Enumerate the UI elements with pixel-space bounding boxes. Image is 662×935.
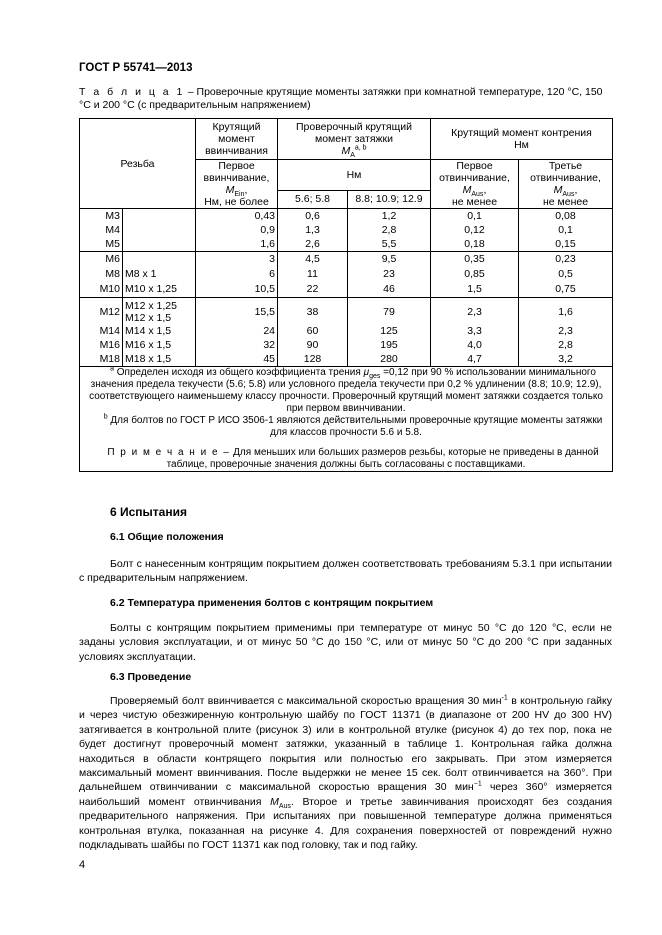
section-6-1-title: 6.1 Общие положения <box>110 531 224 543</box>
section-6-3-text: Проверяемый болт ввинчивается с максимальной скоростью вращения 30 мин$^{-1}$ в контрольную гайку и через чистую обезжиренную контрольную шайбу по ГОСТ 11371 (в диапазоне от 200 HV до 300 HV) затягивается в контрольной плите (рисунок 3) или в контрольной втулке (рисунок 4) до тех пор, пока не будет достигнут проверочный момент затяжки, указанный в таблице 1. Контрольная гайка должна находиться в области контрящего покрытия или полностью его закрывать. При этом измеряется максимальный момент ввинчивания. После выдержки не менее 15 сек. болт отвинчивается на 360°. При дальнейшем отвинчивании с максимальной скоростью вращения 30 мин$^{-1}$ через 360° измеряется наибольший момент отвинчивания $M_{Aus}$. Второе и третье завинчивания происходят без создания предварительного напряжения. При испытаниях при повышенной температуре должна применяться контрольная втулка, показанная на рисунке 4. Для сохранения поверхностей от повреждений нужно подкладывать шайбы по ГОСТ 11371 как под головку, так и под гайку. <box>79 694 613 852</box>
header-thread: Резьба <box>80 119 196 209</box>
page-number: 4 <box>79 859 86 871</box>
header-class-b: 8.8; 10.9; 12.9 <box>348 190 431 208</box>
table-row: M3 M4 M5 0,43 0,9 1,6 0,6 1,3 2,6 1,2 2,8 5,5 0,1 0,12 0,18 0,08 0,1 0,15 <box>80 209 613 252</box>
document-id: ГОСТ Р 55741—2013 <box>79 62 193 74</box>
section-6-3-title: 6.3 Проведение <box>110 671 192 683</box>
note-a: $^a$ Определен исходя из общего коэффициента трения $\mu_{ges} =0,12$ при 90 % использовании минимального значения предела текучести (5.6; 5.8) или условного предела текучести при 0,2 % удлинении (8.8; 10.9; 12.9), соответствующего наименьшему классу прочности. Проверочный крутящий момент затяжки создается только при первом ввинчивании. <box>89 365 603 414</box>
header-torque-in: Крутящий момент ввинчивания <box>196 119 278 160</box>
note-general: П р и м е ч а н и е – Для меньших или больших размеров резьбы, которые не приведены в данной таблице, проверочные значения должны быть согласованы с поставщиками. <box>107 447 599 470</box>
header-test-torque: Проверочный крутящий момент затяжки $M_A^{a, b}$ <box>278 119 431 160</box>
table-row: M12 M14 M16 M18 M12 x 1,25 M12 x 1,5 M14 x 1,5 M16 x 1,5 M18 x 1,5 15,5 24 32 45 38 60 90 128 79 125 195 280 2,3 3,3 4,0 4,7 1,6 2,3 2,8 3,2 <box>80 298 613 367</box>
section-6-2-title: 6.2 Температура применения болтов с контрящим покрытием <box>110 597 434 609</box>
section-6-1-text: Болт с нанесенным контрящим покрытием должен соответствовать требованиям 5.3.1 при испытании с предварительным напряжением. <box>79 558 612 585</box>
table-notes <box>80 367 613 472</box>
header-third-out: Третье отвинчивание, $M_{Aus}$, не менее <box>519 160 613 209</box>
table-caption-label: Т а б л и ц а 1 <box>79 86 185 98</box>
table-caption <box>79 86 612 112</box>
note-b: $^b$ Для болтов по ГОСТ Р ИСО 3506-1 являются действительными проверочные крутящие моменты затяжки для классов прочности 5.6 и 5.8. <box>103 413 603 438</box>
header-first-in: Первое ввинчивание, $M_{Ein}$, Нм, не более <box>196 160 278 209</box>
header-first-out: Первое отвинчивание, $M_{Aus}$, не менее <box>431 160 519 209</box>
table-row: M6 M8 M10 M8 x 1 M10 x 1,25 3 6 10,5 4,5 11 22 9,5 23 46 0,35 0,85 1,5 0,23 0,5 0,75 <box>80 252 613 298</box>
table-caption-text: – Проверочные крутящие моменты затяжки при комнатной температуре, 120 °С, 150 °С и 200 °С (с предварительным напряжением) <box>79 86 603 111</box>
section-6-2-text: Болты с контрящим покрытием применимы при температуре от минус 50 °С до 120 °С, если не заданы условия эксплуатации, и от минус 50 °С до 150 °С, или от минус 50 °С до 200 °С при заданных условиях эксплуатации. <box>79 622 612 663</box>
header-unit-nm: Нм <box>278 160 431 191</box>
header-class-a: 5.6; 5.8 <box>278 190 348 208</box>
header-lock-torque: Крутящий момент контрения Нм <box>431 119 613 160</box>
torque-table <box>79 118 613 472</box>
section-6-title: 6 Испытания <box>110 505 187 519</box>
